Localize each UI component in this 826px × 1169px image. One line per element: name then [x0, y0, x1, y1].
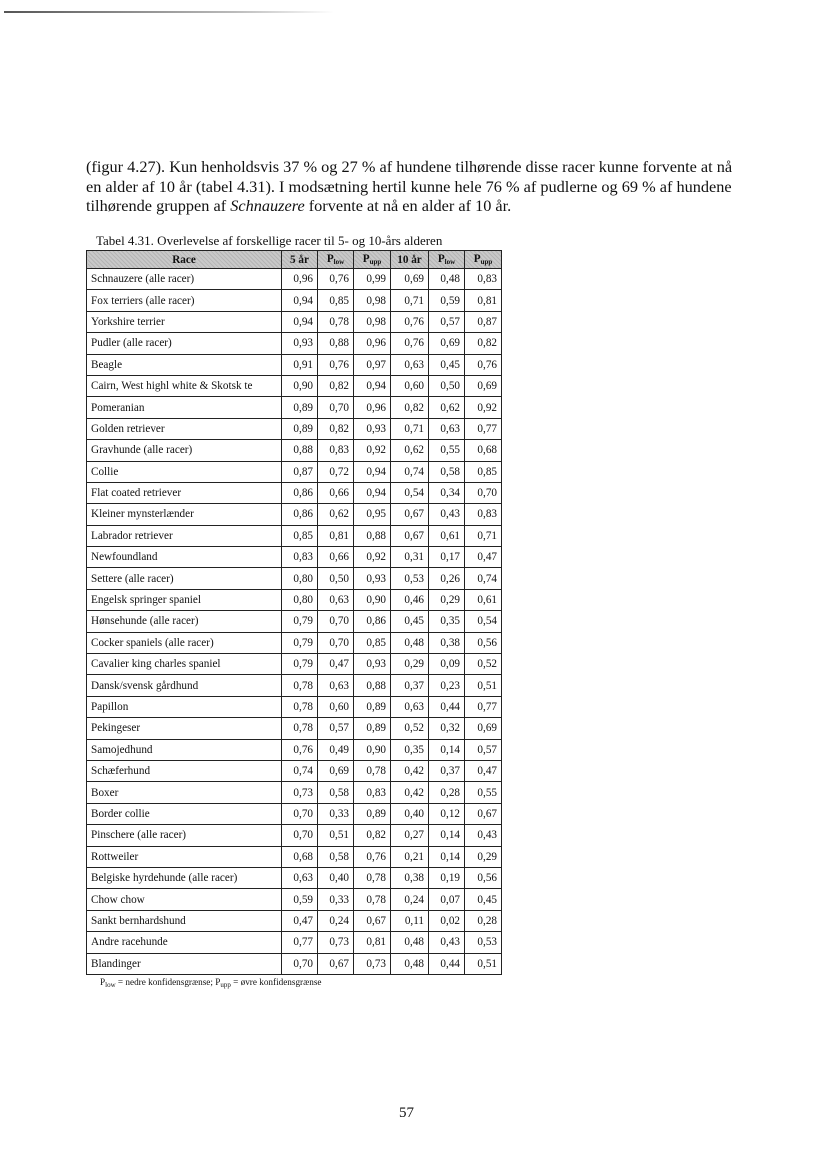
value-cell: 0,88: [318, 333, 354, 354]
value-cell: 0,76: [391, 333, 429, 354]
table-row: [87, 867, 502, 888]
value-cell: 0,67: [465, 803, 502, 824]
value-cell: 0,77: [282, 932, 318, 953]
table-row: [87, 953, 502, 974]
value-cell: 0,98: [354, 290, 391, 311]
value-cell: 0,40: [391, 803, 429, 824]
table-row: [87, 333, 502, 354]
value-cell: 0,81: [318, 525, 354, 546]
value-cell: 0,67: [354, 910, 391, 931]
value-cell: 0,29: [429, 589, 465, 610]
value-cell: 0,35: [429, 611, 465, 632]
value-cell: 0,48: [391, 632, 429, 653]
value-cell: 0,26: [429, 568, 465, 589]
value-cell: 0,96: [354, 333, 391, 354]
value-cell: 0,11: [391, 910, 429, 931]
race-name-cell: Yorkshire terrier: [87, 311, 282, 332]
table-row: [87, 696, 502, 717]
value-cell: 0,33: [318, 889, 354, 910]
table-body: [87, 269, 502, 975]
value-cell: 0,50: [429, 375, 465, 396]
race-name-cell: Chow chow: [87, 889, 282, 910]
value-cell: 0,94: [282, 290, 318, 311]
value-cell: 0,78: [354, 760, 391, 781]
value-cell: 0,68: [282, 846, 318, 867]
race-name-cell: Border collie: [87, 803, 282, 824]
value-cell: 0,71: [391, 290, 429, 311]
value-cell: 0,94: [354, 482, 391, 503]
race-name-cell: Collie: [87, 461, 282, 482]
race-name-cell: Dansk/svensk gårdhund: [87, 675, 282, 696]
value-cell: 0,80: [282, 589, 318, 610]
value-cell: 0,57: [465, 739, 502, 760]
race-name-cell: Pinschere (alle racer): [87, 825, 282, 846]
table-row: [87, 482, 502, 503]
header-p-low-5: $P_{low}$: [318, 251, 354, 269]
value-cell: 0,48: [391, 953, 429, 974]
value-cell: 0,67: [391, 525, 429, 546]
intro-italic-term: Schnauzere: [230, 196, 305, 216]
value-cell: 0,29: [391, 654, 429, 675]
table-row: [87, 932, 502, 953]
table-row: [87, 311, 502, 332]
value-cell: 0,82: [465, 333, 502, 354]
value-cell: 0,90: [354, 589, 391, 610]
value-cell: 0,56: [465, 867, 502, 888]
table-row: [87, 525, 502, 546]
value-cell: 0,78: [354, 867, 391, 888]
race-name-cell: Settere (alle racer): [87, 568, 282, 589]
value-cell: 0,66: [318, 482, 354, 503]
value-cell: 0,63: [391, 354, 429, 375]
race-name-cell: Cavalier king charles spaniel: [87, 654, 282, 675]
value-cell: 0,96: [354, 397, 391, 418]
value-cell: 0,79: [282, 654, 318, 675]
value-cell: 0,43: [429, 504, 465, 525]
value-cell: 0,48: [429, 269, 465, 290]
value-cell: 0,63: [429, 418, 465, 439]
value-cell: 0,57: [318, 718, 354, 739]
value-cell: 0,45: [465, 889, 502, 910]
value-cell: 0,17: [429, 547, 465, 568]
race-name-cell: Pudler (alle racer): [87, 333, 282, 354]
value-cell: 0,43: [429, 932, 465, 953]
table-row: [87, 632, 502, 653]
value-cell: 0,28: [429, 782, 465, 803]
value-cell: 0,93: [354, 654, 391, 675]
race-name-cell: Boxer: [87, 782, 282, 803]
value-cell: 0,99: [354, 269, 391, 290]
value-cell: 0,19: [429, 867, 465, 888]
value-cell: 0,77: [465, 696, 502, 717]
race-name-cell: Kleiner mynsterlænder: [87, 504, 282, 525]
value-cell: 0,98: [354, 311, 391, 332]
value-cell: 0,85: [282, 525, 318, 546]
value-cell: 0,34: [429, 482, 465, 503]
value-cell: 0,95: [354, 504, 391, 525]
value-cell: 0,35: [391, 739, 429, 760]
table-row: [87, 461, 502, 482]
value-cell: 0,85: [318, 290, 354, 311]
value-cell: 0,79: [282, 632, 318, 653]
value-cell: 0,42: [391, 760, 429, 781]
value-cell: 0,94: [282, 311, 318, 332]
table-row: [87, 547, 502, 568]
value-cell: 0,76: [318, 269, 354, 290]
race-name-cell: Fox terriers (alle racer): [87, 290, 282, 311]
value-cell: 0,59: [282, 889, 318, 910]
value-cell: 0,70: [282, 825, 318, 846]
value-cell: 0,37: [429, 760, 465, 781]
value-cell: 0,78: [354, 889, 391, 910]
table-row: [87, 825, 502, 846]
value-cell: 0,76: [354, 846, 391, 867]
race-name-cell: Engelsk springer spaniel: [87, 589, 282, 610]
value-cell: 0,72: [318, 461, 354, 482]
value-cell: 0,94: [354, 375, 391, 396]
value-cell: 0,61: [465, 589, 502, 610]
race-name-cell: Belgiske hyrdehunde (alle racer): [87, 867, 282, 888]
table-row: [87, 846, 502, 867]
value-cell: 0,82: [354, 825, 391, 846]
value-cell: 0,54: [391, 482, 429, 503]
value-cell: 0,70: [318, 632, 354, 653]
value-cell: 0,92: [354, 440, 391, 461]
race-name-cell: Beagle: [87, 354, 282, 375]
value-cell: 0,73: [318, 932, 354, 953]
header-10-year: 10 år: [391, 251, 429, 269]
race-name-cell: Cairn, West highl white & Skotsk te: [87, 375, 282, 396]
scan-artifact-line: [4, 11, 334, 13]
value-cell: 0,09: [429, 654, 465, 675]
race-name-cell: Samojedhund: [87, 739, 282, 760]
value-cell: 0,71: [465, 525, 502, 546]
value-cell: 0,86: [282, 504, 318, 525]
survival-table: [86, 250, 502, 975]
value-cell: 0,69: [391, 269, 429, 290]
value-cell: 0,46: [391, 589, 429, 610]
value-cell: 0,83: [354, 782, 391, 803]
value-cell: 0,62: [318, 504, 354, 525]
value-cell: 0,90: [354, 739, 391, 760]
value-cell: 0,78: [282, 675, 318, 696]
value-cell: 0,89: [354, 718, 391, 739]
value-cell: 0,29: [465, 846, 502, 867]
value-cell: 0,62: [391, 440, 429, 461]
table-row: [87, 375, 502, 396]
race-name-cell: Rottweiler: [87, 846, 282, 867]
value-cell: 0,92: [354, 547, 391, 568]
value-cell: 0,50: [318, 568, 354, 589]
value-cell: 0,85: [465, 461, 502, 482]
value-cell: 0,51: [465, 953, 502, 974]
table-row: [87, 611, 502, 632]
value-cell: 0,83: [465, 504, 502, 525]
value-cell: 0,62: [429, 397, 465, 418]
table-row: [87, 739, 502, 760]
value-cell: 0,76: [465, 354, 502, 375]
header-p-low-10: $P_{low}$: [429, 251, 465, 269]
race-name-cell: Flat coated retriever: [87, 482, 282, 503]
race-name-cell: Schæferhund: [87, 760, 282, 781]
value-cell: 0,97: [354, 354, 391, 375]
value-cell: 0,92: [465, 397, 502, 418]
value-cell: 0,52: [391, 718, 429, 739]
value-cell: 0,78: [282, 696, 318, 717]
value-cell: 0,87: [282, 461, 318, 482]
page-number: 57: [399, 1105, 414, 1121]
value-cell: 0,83: [465, 269, 502, 290]
value-cell: 0,32: [429, 718, 465, 739]
value-cell: 0,78: [318, 311, 354, 332]
value-cell: 0,96: [282, 269, 318, 290]
value-cell: 0,24: [318, 910, 354, 931]
intro-paragraph: [86, 157, 746, 216]
value-cell: 0,90: [282, 375, 318, 396]
value-cell: 0,47: [465, 760, 502, 781]
value-cell: 0,24: [391, 889, 429, 910]
value-cell: 0,91: [282, 354, 318, 375]
value-cell: 0,14: [429, 825, 465, 846]
table-row: [87, 782, 502, 803]
value-cell: 0,87: [465, 311, 502, 332]
value-cell: 0,58: [318, 846, 354, 867]
value-cell: 0,70: [465, 482, 502, 503]
race-name-cell: Labrador retriever: [87, 525, 282, 546]
table-row: [87, 269, 502, 290]
value-cell: 0,28: [465, 910, 502, 931]
race-name-cell: Newfoundland: [87, 547, 282, 568]
value-cell: 0,69: [429, 333, 465, 354]
value-cell: 0,33: [318, 803, 354, 824]
value-cell: 0,88: [354, 675, 391, 696]
value-cell: 0,40: [318, 867, 354, 888]
race-name-cell: Cocker spaniels (alle racer): [87, 632, 282, 653]
value-cell: 0,83: [282, 547, 318, 568]
value-cell: 0,93: [354, 568, 391, 589]
value-cell: 0,48: [391, 932, 429, 953]
value-cell: 0,67: [391, 504, 429, 525]
value-cell: 0,23: [429, 675, 465, 696]
value-cell: 0,88: [282, 440, 318, 461]
value-cell: 0,69: [318, 760, 354, 781]
value-cell: 0,44: [429, 953, 465, 974]
intro-text-after: forvente at nå en alder af 10 år.: [304, 196, 512, 216]
value-cell: 0,63: [318, 675, 354, 696]
value-cell: 0,47: [465, 547, 502, 568]
value-cell: 0,77: [465, 418, 502, 439]
value-cell: 0,69: [465, 718, 502, 739]
race-name-cell: Golden retriever: [87, 418, 282, 439]
value-cell: 0,86: [282, 482, 318, 503]
race-name-cell: Pomeranian: [87, 397, 282, 418]
value-cell: 0,12: [429, 803, 465, 824]
value-cell: 0,76: [318, 354, 354, 375]
value-cell: 0,44: [429, 696, 465, 717]
value-cell: 0,42: [391, 782, 429, 803]
race-name-cell: Andre racehunde: [87, 932, 282, 953]
race-name-cell: Sankt bernhardshund: [87, 910, 282, 931]
value-cell: 0,63: [318, 589, 354, 610]
value-cell: 0,45: [429, 354, 465, 375]
table-row: [87, 418, 502, 439]
intro-text-before: (figur 4.27). Kun henholdsvis 37 % og 27 % af hundene tilhørende disse racer kunne forvente at nå en alder af 10 år (tabel 4.31). I modsætning hertil kunne hele 76 % af pudlerne og 69 % af hundene tilhørende gruppen af: [86, 157, 733, 216]
table-footnote: $P_{low}$ = nedre konfidensgrænse; $P_{upp}$ = øvre konfidensgrænse: [100, 977, 322, 989]
value-cell: 0,38: [391, 867, 429, 888]
value-cell: 0,55: [465, 782, 502, 803]
value-cell: 0,57: [429, 311, 465, 332]
value-cell: 0,89: [282, 418, 318, 439]
value-cell: 0,31: [391, 547, 429, 568]
header-5-year: 5 år: [282, 251, 318, 269]
value-cell: 0,76: [391, 311, 429, 332]
race-name-cell: Blandinger: [87, 953, 282, 974]
value-cell: 0,70: [282, 953, 318, 974]
value-cell: 0,73: [354, 953, 391, 974]
value-cell: 0,73: [282, 782, 318, 803]
race-name-cell: Hønsehunde (alle racer): [87, 611, 282, 632]
value-cell: 0,80: [282, 568, 318, 589]
value-cell: 0,14: [429, 846, 465, 867]
value-cell: 0,68: [465, 440, 502, 461]
value-cell: 0,07: [429, 889, 465, 910]
value-cell: 0,14: [429, 739, 465, 760]
header-p-upp-5: $P_{upp}$: [354, 251, 391, 269]
value-cell: 0,58: [318, 782, 354, 803]
value-cell: 0,53: [391, 568, 429, 589]
table-row: [87, 397, 502, 418]
value-cell: 0,56: [465, 632, 502, 653]
value-cell: 0,60: [318, 696, 354, 717]
value-cell: 0,69: [465, 375, 502, 396]
value-cell: 0,51: [465, 675, 502, 696]
value-cell: 0,43: [465, 825, 502, 846]
table-row: [87, 910, 502, 931]
value-cell: 0,78: [282, 718, 318, 739]
value-cell: 0,82: [318, 375, 354, 396]
header-race: Race: [87, 251, 282, 269]
value-cell: 0,79: [282, 611, 318, 632]
value-cell: 0,76: [282, 739, 318, 760]
value-cell: 0,70: [282, 803, 318, 824]
table-row: [87, 718, 502, 739]
table-row: [87, 290, 502, 311]
value-cell: 0,89: [282, 397, 318, 418]
table-row: [87, 803, 502, 824]
value-cell: 0,81: [354, 932, 391, 953]
value-cell: 0,93: [354, 418, 391, 439]
value-cell: 0,82: [318, 418, 354, 439]
value-cell: 0,66: [318, 547, 354, 568]
table-header-row: [87, 251, 502, 269]
value-cell: 0,82: [391, 397, 429, 418]
value-cell: 0,83: [318, 440, 354, 461]
value-cell: 0,53: [465, 932, 502, 953]
value-cell: 0,47: [318, 654, 354, 675]
value-cell: 0,88: [354, 525, 391, 546]
table-row: [87, 504, 502, 525]
value-cell: 0,63: [282, 867, 318, 888]
table-row: [87, 760, 502, 781]
table-row: [87, 654, 502, 675]
value-cell: 0,52: [465, 654, 502, 675]
value-cell: 0,86: [354, 611, 391, 632]
value-cell: 0,21: [391, 846, 429, 867]
value-cell: 0,74: [465, 568, 502, 589]
value-cell: 0,59: [429, 290, 465, 311]
table-row: [87, 589, 502, 610]
value-cell: 0,45: [391, 611, 429, 632]
value-cell: 0,55: [429, 440, 465, 461]
value-cell: 0,94: [354, 461, 391, 482]
value-cell: 0,81: [465, 290, 502, 311]
value-cell: 0,74: [282, 760, 318, 781]
value-cell: 0,85: [354, 632, 391, 653]
value-cell: 0,27: [391, 825, 429, 846]
value-cell: 0,67: [318, 953, 354, 974]
race-name-cell: Papillon: [87, 696, 282, 717]
race-name-cell: Pekingeser: [87, 718, 282, 739]
value-cell: 0,49: [318, 739, 354, 760]
table-row: [87, 675, 502, 696]
value-cell: 0,70: [318, 611, 354, 632]
value-cell: 0,89: [354, 803, 391, 824]
header-p-upp-10: $P_{upp}$: [465, 251, 502, 269]
value-cell: 0,37: [391, 675, 429, 696]
value-cell: 0,89: [354, 696, 391, 717]
table-row: [87, 440, 502, 461]
value-cell: 0,47: [282, 910, 318, 931]
table-row: [87, 568, 502, 589]
table-row: [87, 354, 502, 375]
table-caption: Tabel 4.31. Overlevelse af forskellige racer til 5- og 10-års alderen: [96, 233, 443, 248]
value-cell: 0,93: [282, 333, 318, 354]
table-row: [87, 889, 502, 910]
value-cell: 0,38: [429, 632, 465, 653]
race-name-cell: Gravhunde (alle racer): [87, 440, 282, 461]
value-cell: 0,71: [391, 418, 429, 439]
race-name-cell: Schnauzere (alle racer): [87, 269, 282, 290]
value-cell: 0,61: [429, 525, 465, 546]
value-cell: 0,02: [429, 910, 465, 931]
value-cell: 0,70: [318, 397, 354, 418]
value-cell: 0,60: [391, 375, 429, 396]
value-cell: 0,74: [391, 461, 429, 482]
value-cell: 0,54: [465, 611, 502, 632]
value-cell: 0,51: [318, 825, 354, 846]
value-cell: 0,63: [391, 696, 429, 717]
value-cell: 0,58: [429, 461, 465, 482]
